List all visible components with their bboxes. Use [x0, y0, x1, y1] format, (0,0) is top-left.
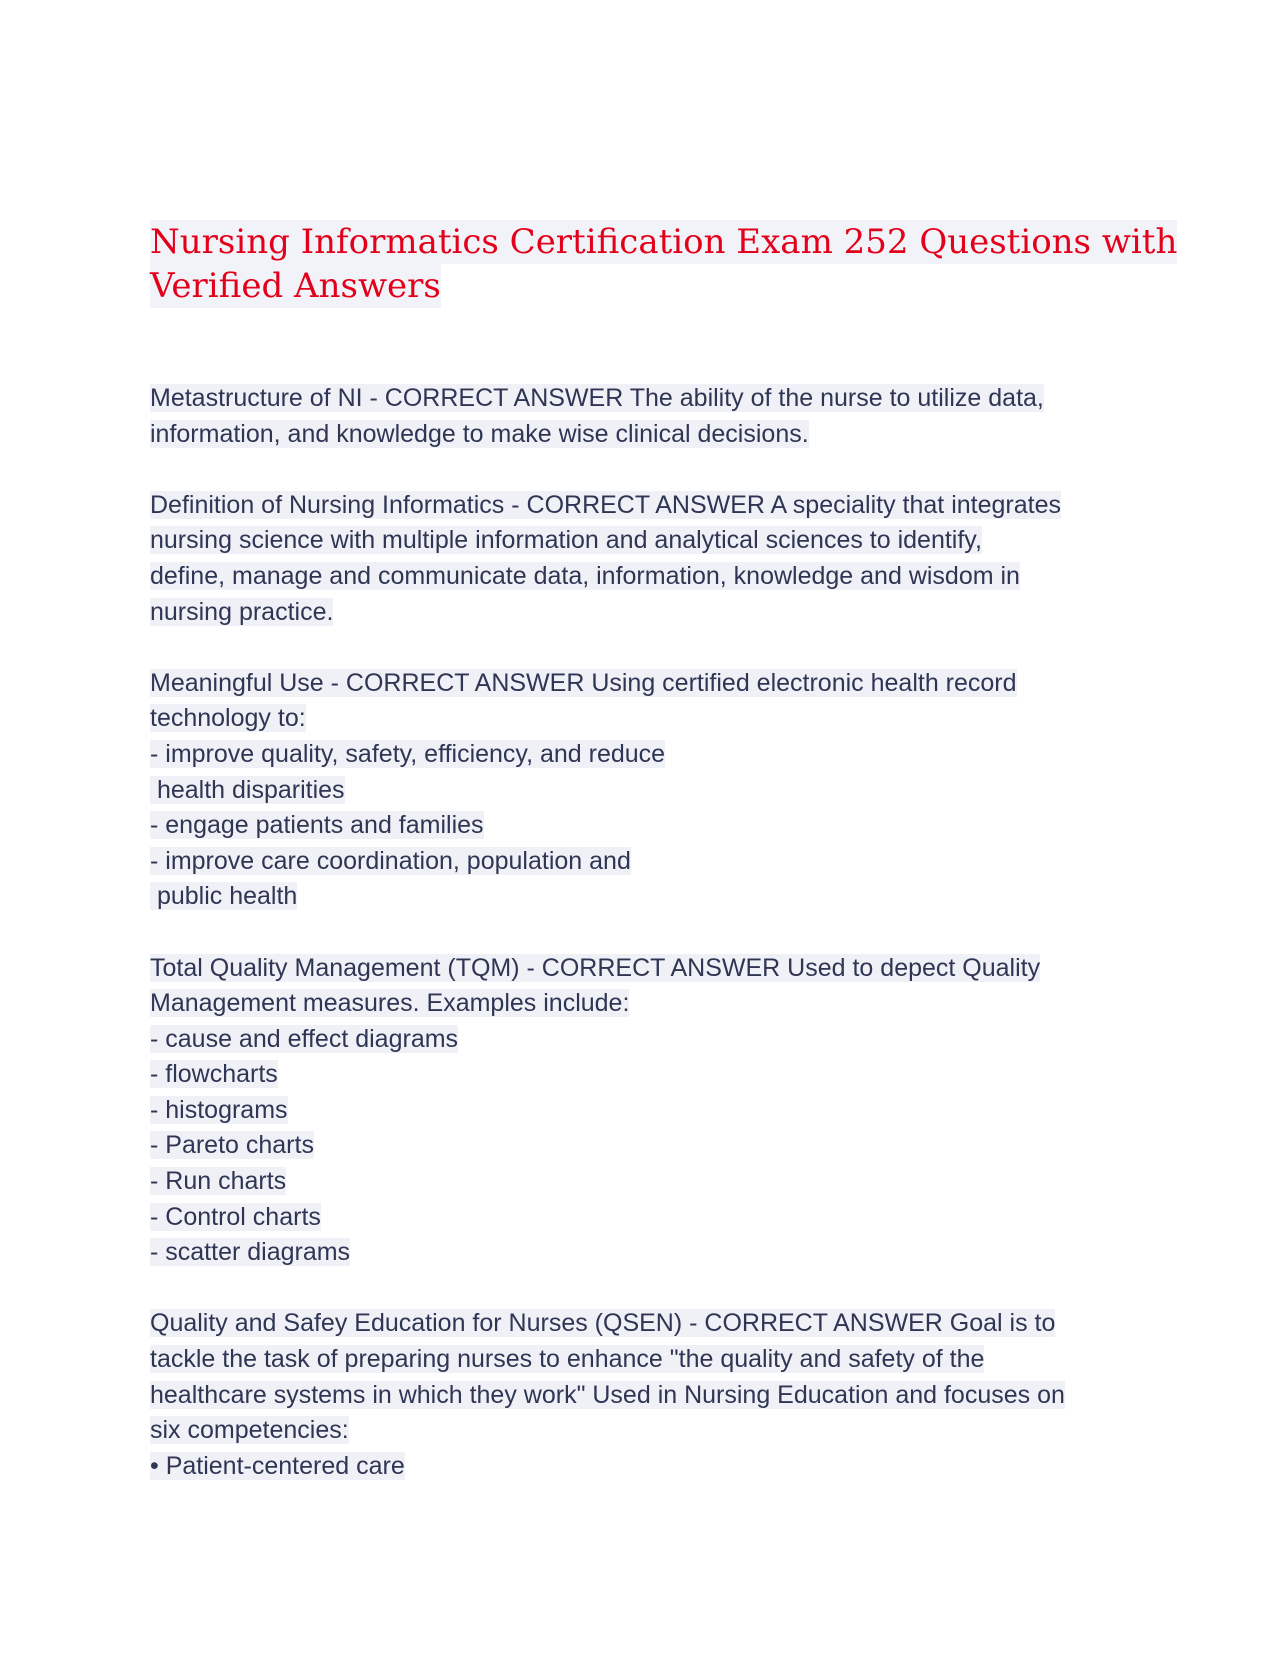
entry-text-line: Total Quality Management (TQM) - CORRECT ANSWER Used to depect Quality — [150, 953, 1041, 982]
title-line-2: Verified Answers — [150, 266, 441, 306]
entry-text-line: Definition of Nursing Informatics - CORRECT ANSWER A speciality that integrates — [150, 490, 1061, 519]
title-line-1: Nursing Informatics Certification Exam 252 Questions with — [150, 222, 1178, 262]
entry-text-line: tackle the task of preparing nurses to enhance "the quality and safety of the — [150, 1345, 985, 1374]
entry-text-line: - Control charts — [150, 1202, 321, 1231]
entry-text-line: define, manage and communicate data, information, knowledge and wisdom in — [150, 561, 1020, 590]
entry-text-line: • Patient-centered care — [150, 1451, 405, 1480]
entry-text-line: technology to: — [150, 704, 306, 733]
entry-text-line: six competencies: — [150, 1416, 349, 1445]
qa-entry-definition-ni — [150, 488, 1150, 630]
entry-text-line: Quality and Safey Education for Nurses (QSEN) - CORRECT ANSWER Goal is to — [150, 1309, 1056, 1338]
entry-text-line: - flowcharts — [150, 1060, 278, 1089]
entry-text-line: Meaningful Use - CORRECT ANSWER Using certified electronic health record — [150, 668, 1017, 697]
qa-entry-metastructure — [150, 381, 1150, 452]
entry-text-line: Management measures. Examples include: — [150, 989, 630, 1018]
entry-text-line: public health — [150, 882, 298, 911]
entry-text-line: nursing practice. — [150, 597, 334, 626]
entry-text-line: - engage patients and families — [150, 811, 484, 840]
entry-text-line: - scatter diagrams — [150, 1238, 351, 1267]
entry-text-line: - histograms — [150, 1095, 288, 1124]
entry-text-line: - improve care coordination, population and — [150, 846, 631, 875]
entry-text-line: healthcare systems in which they work" Used in Nursing Education and focuses on — [150, 1380, 1065, 1409]
entry-text-line: nursing science with multiple information and analytical sciences to identify, — [150, 526, 982, 555]
document-body — [150, 381, 1150, 1520]
entry-text-line: - cause and effect diagrams — [150, 1024, 459, 1053]
document-title — [150, 220, 1178, 308]
entry-text-line: - Pareto charts — [150, 1131, 314, 1160]
qa-entry-qsen — [150, 1306, 1150, 1484]
entry-text-line: Metastructure of NI - CORRECT ANSWER The ability of the nurse to utilize data, — [150, 384, 1044, 412]
entry-text-line: health disparities — [150, 775, 345, 804]
qa-entry-tqm — [150, 951, 1150, 1271]
entry-text-line: - improve quality, safety, efficiency, and reduce — [150, 739, 666, 768]
entry-text-line: - Run charts — [150, 1167, 287, 1196]
qa-entry-meaningful-use — [150, 666, 1150, 915]
entry-text-line: information, and knowledge to make wise clinical decisions. — [150, 419, 809, 448]
